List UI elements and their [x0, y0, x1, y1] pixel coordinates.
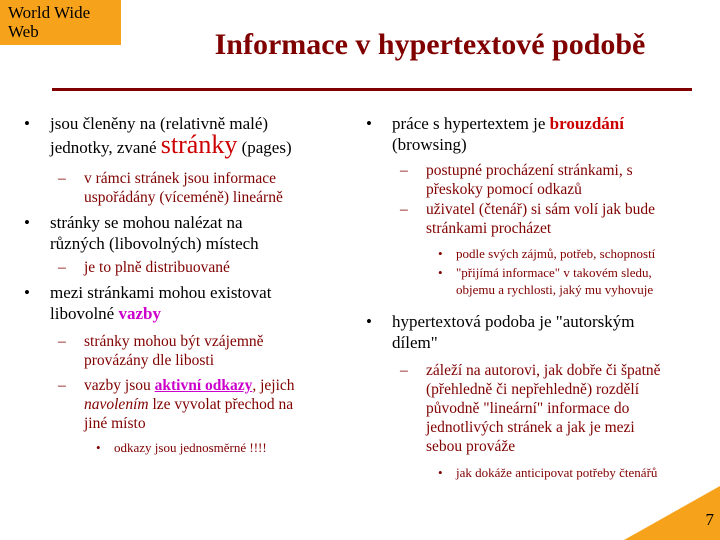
bullet-text-line [392, 113, 716, 134]
bullet-text-line: jsou členěny na (relativně malé) [50, 114, 269, 133]
dash-marker: – [58, 377, 66, 394]
sub-bullet-line: provázány dle libosti [84, 352, 214, 369]
sub-bullet-author-depends [400, 361, 716, 456]
bullet-text-line: dílem" [392, 333, 438, 352]
dash-marker: – [58, 170, 66, 187]
highlight-active-links: aktivní odkazy [154, 377, 253, 394]
sub-bullet-text: vazby jsou [84, 377, 151, 394]
sub-bullet-line: přeskoky pomocí odkazů [426, 181, 582, 198]
highlight-pages: stránky [160, 130, 238, 159]
sub-sub-bullet-one-way [96, 439, 354, 456]
bullet-text: libovolné [50, 304, 115, 323]
sub-sub-bullet-interests [438, 245, 716, 262]
sub-bullet-line: původně "lineární" informace do [426, 400, 630, 417]
sub-bullet-line: (přehledně či nepřehledně) rozdělí [426, 381, 640, 398]
bullet-text: práce s hypertextem je [392, 114, 546, 133]
sub-bullet-line: záleží na autorovi, jak dobře či špatně [426, 362, 661, 379]
bullet-text-line: hypertextová podoba je "autorským [392, 312, 635, 331]
bullet-marker: • [366, 114, 372, 133]
dot-marker: • [438, 465, 443, 480]
dash-marker: – [400, 362, 408, 379]
corner-label-box [0, 0, 121, 45]
sub-bullet-line [84, 395, 354, 414]
bullet-marker: • [24, 213, 30, 232]
sub-bullet-line: je to plně distribuované [84, 259, 230, 276]
sub-bullet-line: uživatel (čtenář) si sám volí jak bude [426, 201, 655, 218]
dash-marker: – [58, 333, 66, 350]
sub-bullet-line: v rámci stránek jsou informace [84, 170, 276, 187]
sub-bullet-line: postupné procházení stránkami, s [426, 162, 633, 179]
bullet-text-line: různých (libovolných) místech [50, 234, 259, 253]
corner-label [8, 3, 90, 41]
sub-bullet-active-links [58, 376, 354, 433]
sub-bullet-linear [58, 169, 354, 207]
bullet-marker: • [366, 312, 372, 331]
bullet-text: jednotky, zvané [50, 138, 157, 157]
bullet-text-line [50, 303, 354, 324]
sub-sub-bullet-anticipate [438, 464, 716, 481]
sub-bullet-sequential [400, 161, 716, 199]
sub-bullet-line [84, 376, 354, 395]
sub-bullet-text: , jejich [252, 377, 295, 394]
bullet-text-line: mezi stránkami mohou existovat [50, 283, 272, 302]
sub-bullet-text: lze vyvolat přechod na [152, 396, 294, 413]
dash-marker: – [400, 201, 408, 218]
sub-sub-bullet-line: objemu a rychlosti, jaký mu vyhovuje [456, 282, 654, 297]
sub-sub-bullet-line: "přijímá informace" v takovém sledu, [456, 265, 652, 280]
sub-bullet-interlinked [58, 332, 354, 370]
sub-sub-bullet-line: podle svých zájmů, potřeb, schopností [456, 246, 656, 261]
bullet-text-line: stránky se mohou nalézat na [50, 213, 243, 232]
bullet-links [24, 282, 354, 324]
sub-bullet-line: sebou prováže [426, 438, 516, 455]
sub-bullet-line: stránky mohou být vzájemně [84, 333, 264, 350]
bullet-pages [24, 113, 354, 158]
right-column [366, 113, 716, 481]
bullet-text: (pages) [241, 138, 292, 157]
slide-title: Informace v hypertextové podobě [214, 28, 646, 61]
dot-marker: • [96, 440, 101, 455]
bullet-marker: • [24, 283, 30, 302]
corner-label-line-1: World Wide [8, 3, 91, 22]
bullet-marker: • [24, 114, 30, 133]
sub-sub-bullet-line: jak dokáže anticipovat potřeby čtenářů [456, 465, 658, 480]
bullet-locations [24, 212, 354, 254]
page-number: 7 [705, 510, 714, 529]
bullet-authorship [366, 311, 716, 353]
bullet-browsing [366, 113, 716, 155]
highlight-brouzdani: brouzdání [549, 114, 624, 133]
dash-marker: – [58, 259, 66, 276]
sub-bullet-distributed [58, 258, 354, 277]
dot-marker: • [438, 265, 443, 280]
sub-sub-bullet-receives [438, 264, 716, 298]
italic-text: navolením [84, 396, 149, 413]
corner-label-line-2: Web [8, 22, 39, 41]
dot-marker: • [438, 246, 443, 261]
title-divider [52, 88, 692, 91]
sub-bullet-line: jednotlivých stránek a jak je mezi [426, 419, 635, 436]
highlight-vazby: vazby [118, 304, 161, 323]
bullet-text-line: (browsing) [392, 135, 467, 154]
left-column [24, 113, 354, 456]
sub-bullet-user-choice [400, 200, 716, 238]
sub-bullet-line: stránkami procházet [426, 220, 552, 237]
sub-bullet-line: uspořádány (víceméně) lineárně [84, 189, 283, 206]
bullet-text-line [50, 130, 354, 159]
dash-marker: – [400, 162, 408, 179]
sub-sub-bullet-line: odkazy jsou jednosměrné !!!! [114, 440, 267, 455]
sub-bullet-line: jiné místo [84, 415, 146, 432]
